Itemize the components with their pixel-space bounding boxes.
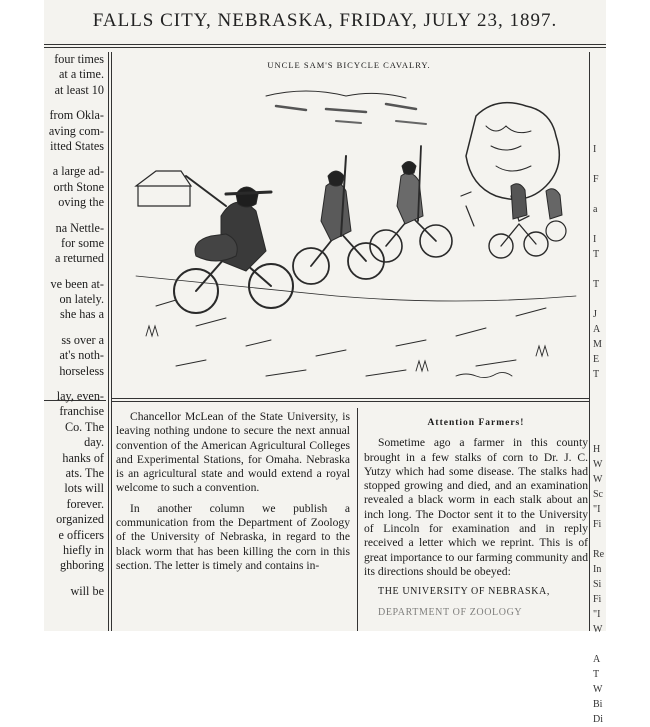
left-column-line [44,267,104,277]
center-column-rule [357,408,358,631]
left-column-line: horseless [59,363,104,378]
right-column-glyph: W [593,474,603,485]
right-column-glyph: H [593,444,601,455]
left-column-line [44,211,104,221]
left-column-line: itted States [50,138,104,153]
column-rule-right [589,52,590,631]
right-column-glyph: I [593,234,597,245]
left-column-line: a returned [54,251,104,266]
right-column-glyph: W [593,684,603,695]
illustration-bottom-rule-2 [112,401,589,402]
left-column-line: will be [70,583,104,598]
left-column-line: ghboring [59,558,104,573]
left-column-line [44,154,104,164]
left-column-line: na Nettle- [55,220,104,235]
article-paragraph: In another column we publish a communication from the Department of Zoology of the University of Nebraska, in regard to the black worm that has been killing the corn in this section. The letter is timely and contains in- [116,501,350,572]
article-paragraph: Sometime ago a farmer in this county brought in a few stalks of corn to Dr. J. C. Yutzy which had some disease. The stalks had stopped growing and died, and an examination revealed a black worm in each stalk about an inch long. The Doctor sent it to the University of Lincoln for examination and in reply received a letter which we reprint. This is of great importance to our farming community and its directions should be obeyed: [364,436,588,578]
newspaper-page [44,0,606,725]
left-column-line: franchise [59,404,104,419]
left-column-fragments [44,52,104,632]
article-university-convention [116,410,350,573]
right-column-glyph [593,262,606,277]
left-column-line: ve been at- [50,276,104,291]
right-column-glyph: "I [593,504,601,515]
right-column-glyph [593,382,606,397]
article-signature: THE UNIVERSITY OF NEBRASKA, [378,586,550,598]
column-rule-left [108,52,109,631]
left-column-line: at's noth- [59,348,104,363]
right-column-glyph: Bi [593,699,603,710]
right-column-glyph: In [593,564,602,575]
right-column-glyph: a [593,204,598,215]
left-column-line: hanks of [62,450,104,465]
article-paragraph: Chancellor McLean of the State University, is leaving nothing undone to secure the next annual convention of the American Agricultural Colleges and Experimental Stations, for Omaha. Nebraska is an agricultural state and would extend a royal welcome to such a convention. [116,410,350,495]
right-column-glyph [593,127,606,142]
right-column-glyph: T [593,669,600,680]
right-column-glyph [593,427,606,442]
left-column-line [44,323,104,333]
left-column-line: at least 10 [54,82,104,97]
right-column-glyph [593,157,606,172]
left-column-line: she has a [60,307,104,322]
right-column-glyph: E [593,354,600,365]
left-column-line: organized [56,512,104,527]
right-column-glyph [593,187,606,202]
left-column-line: four times [54,52,104,66]
masthead-rule-2 [44,47,606,48]
right-column-glyph: Si [593,579,602,590]
right-column-glyph [593,532,606,547]
right-column-glyph: A [593,324,601,335]
left-column-line: a large ad- [52,164,104,179]
right-column-glyph: A [593,654,601,665]
left-column-line: hiefly in [63,542,104,557]
right-column-glyph: Fi [593,519,602,530]
right-column-glyph: Re [593,549,605,560]
left-column-line: for some [61,235,104,250]
right-column-glyph [593,112,606,127]
right-column-glyph [593,217,606,232]
left-column-line [44,379,104,389]
left-column-line: at a time. [58,67,104,82]
right-column-glyph: J [593,309,597,320]
left-column-line: Co. The [64,419,104,434]
left-column-line: e officers [58,527,104,542]
left-column-line: lots will [64,481,104,496]
right-column-glyph: T [593,369,600,380]
left-column-line: forever. [66,496,104,511]
column-rule-left-2 [111,52,112,631]
right-column-glyph: T [593,249,600,260]
right-column-glyph [593,412,606,427]
right-column-glyph [593,67,606,82]
left-column-line: lay, even- [56,389,104,404]
left-column-line: from Okla- [49,108,104,123]
right-column-glyph: Di [593,714,603,725]
right-column-glyph [593,397,606,412]
article-attention-farmers [364,416,588,618]
right-column-glyph: F [593,174,599,185]
bicycle-cavalry-illustration [116,76,586,396]
illustration-bottom-rule [112,398,589,399]
masthead: FALLS CITY, NEBRASKA, FRIDAY, JULY 23, 1897. [92,10,558,31]
right-column-glyph [593,97,606,112]
right-column-glyph: W [593,459,603,470]
right-column-glyph: T [593,279,600,290]
right-column-glyph [593,292,606,307]
left-column-line: ss over a [61,332,104,347]
right-column-glyph: W [593,624,603,635]
right-column-glyph [593,637,606,652]
left-column-line [44,98,104,108]
right-column-glyph: Fi [593,594,602,605]
left-column-line: day. [84,435,104,450]
right-column-fragments [593,52,606,725]
masthead-rule [44,44,606,45]
left-column-line [44,574,104,584]
article-title: Attention Farmers! [427,418,525,428]
article-cut-line: DEPARTMENT OF ZOOLOGY [378,606,523,618]
right-column-glyph: I [593,144,597,155]
right-column-glyph [593,52,606,67]
left-column-line: orth Stone [53,179,104,194]
left-column-line: aving com- [48,123,104,138]
right-column-glyph [593,82,606,97]
left-column-line: ats. The [65,465,104,480]
left-column-line: on lately. [59,292,104,307]
right-column-glyph: "I [593,609,601,620]
illustration-caption: UNCLE SAM'S BICYCLE CAVALRY. [267,60,431,70]
left-column-line: oving the [58,195,104,210]
right-column-glyph: Sc [593,489,603,500]
right-column-glyph: M [593,339,602,350]
